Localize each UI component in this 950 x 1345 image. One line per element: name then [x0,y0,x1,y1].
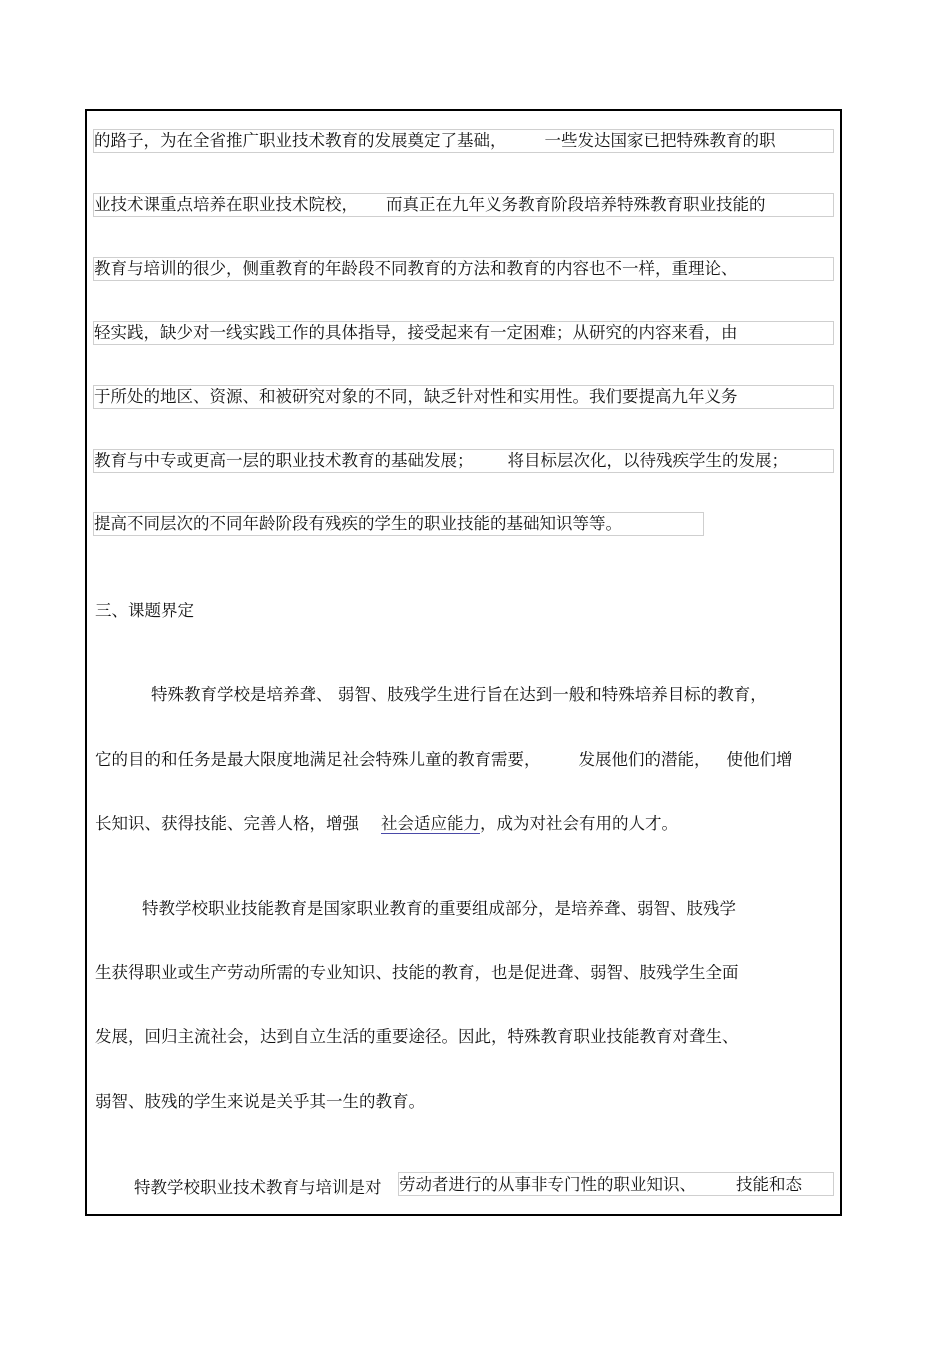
text-segment: 一些发达国家已把特殊教育的职 [544,131,776,150]
text-segment: 于所处的地区、资源、和被研究对象的不同，缺乏针对性和实用性。我们要提高九年义务 [94,387,738,406]
para3-line1-boxed [398,1172,834,1196]
text-line-2 [93,193,834,217]
text-line-7 [93,512,704,536]
para1-line1: 特殊教育学校是培养聋、 弱智、肢残学生进行旨在达到一般和特殊培养目标的教育， [151,685,767,704]
para1-line2 [95,749,793,771]
text-segment: 业技术课重点培养在职业技术院校， [94,195,358,214]
para2-line4: 弱智、肢残的学生来说是关乎其一生的教育。 [95,1092,425,1111]
text-line-3 [93,257,834,281]
para3-line1a: 特教学校职业技术教育与培训是对 [134,1178,382,1197]
text-segment: 技能和态 [736,1175,802,1194]
para2-line2: 生获得职业或生产劳动所需的专业知识、技能的教育，也是促进聋、弱智、肢残学生全面 [95,963,739,982]
para2-line3: 发展，回归主流社会，达到自立生活的重要途径。因此，特殊教育职业技能教育对聋生、 [95,1027,739,1046]
text-line-4 [93,321,834,345]
text-segment: 提高不同层次的不同年龄阶段有残疾的学生的职业技能的基础知识等等。 [94,514,622,533]
text-segment: 发展他们的潜能， [578,750,711,769]
text-segment: 的路子，为在全省推广职业技术教育的发展奠定了基础， [94,131,507,150]
text-line-5 [93,385,834,409]
text-segment: 教育与中专或更高一层的职业技术教育的基础发展； [94,451,474,470]
section-heading: 三、课题界定 [95,601,194,620]
text-segment: 而真正在九年义务教育阶段培养特殊教育职业技能的 [386,195,766,214]
text-segment: 教育与培训的很少，侧重教育的年龄段不同教育的方法和教育的内容也不一样，重理论、 [94,259,738,278]
text-segment: 轻实践，缺少对一线实践工作的具体指导，接受起来有一定困难；从研究的内容来看，由 [94,323,738,342]
text-segment: 使他们增 [726,750,793,769]
text-line-6 [93,449,834,473]
text-line-1 [93,129,834,153]
text-segment: ，成为对社会有用的人才。 [480,814,678,833]
text-segment: 将目标层次化，以待残疾学生的发展； [507,451,788,470]
text-segment: 它的目的和任务是最大限度地满足社会特殊儿童的教育需要， [95,750,541,769]
text-segment: 劳动者进行的从事非专门性的职业知识、 [399,1175,696,1194]
para1-line3 [95,813,678,835]
para2-line1: 特教学校职业技能教育是国家职业教育的重要组成部分，是培养聋、弱智、肢残学 [142,899,736,918]
social-adaptability-link[interactable]: 社会适应能力 [381,814,480,833]
text-segment: 长知识、获得技能、完善人格，增强 [95,814,359,833]
